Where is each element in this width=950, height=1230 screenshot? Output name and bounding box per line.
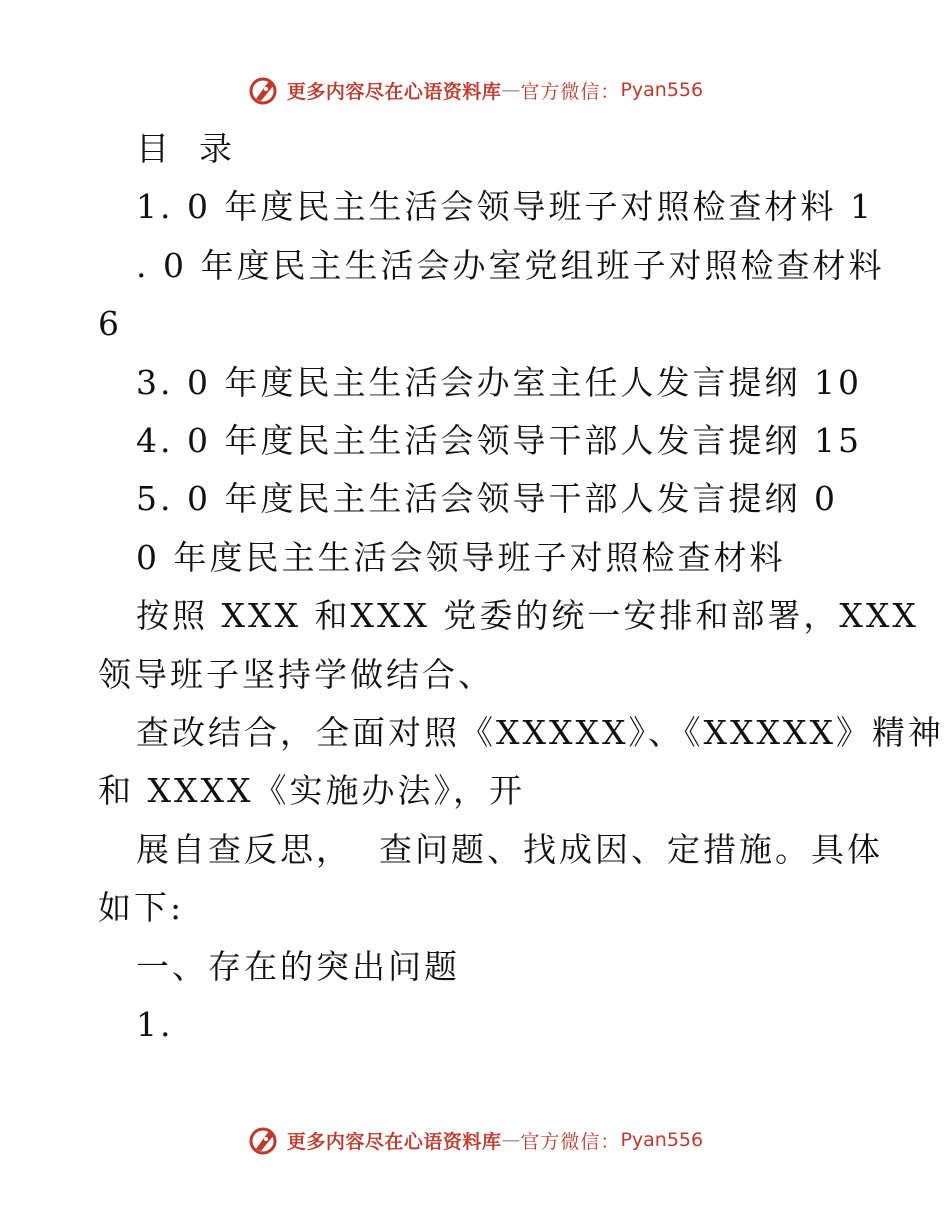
- body-paragraph-line: 如下:: [98, 888, 185, 928]
- watermark-main-text: 更多内容尽在心语资料库: [286, 1130, 502, 1153]
- watermark-separator: —: [501, 1129, 521, 1151]
- toc-entry-4: 4. 0 年度民主生活会领导干部人发言提纲 15: [136, 421, 862, 461]
- watermark-wechat-id: Pyan556: [620, 79, 704, 101]
- toc-entry-3: 3. 0 年度民主生活会办室主任人发言提纲 10: [136, 362, 862, 402]
- watermark-banner-bottom: [0, 1120, 950, 1160]
- toc-entry-5: 5. 0 年度民主生活会领导干部人发言提纲 0: [136, 479, 838, 519]
- watermark-wechat-label: 官方微信：: [520, 80, 621, 103]
- pen-nib-logo-icon: [247, 1123, 281, 1157]
- toc-heading: 目 录: [136, 129, 235, 168]
- watermark-main-text: 更多内容尽在心语资料库: [286, 80, 502, 103]
- watermark-wechat-label: 官方微信：: [520, 1130, 621, 1153]
- pen-nib-logo-icon: [247, 73, 281, 107]
- body-paragraph-line: 领导班子坚持学做结合、: [98, 654, 494, 694]
- toc-entry-2-page: 6: [98, 304, 122, 344]
- body-paragraph-line: 和 XXXX《实施办法》，开: [98, 771, 525, 811]
- section-heading: 一、存在的突出问题: [136, 946, 460, 986]
- list-item-number: 1.: [136, 1005, 174, 1045]
- watermark-separator: —: [501, 79, 521, 101]
- body-paragraph-line: 展自查反思， 查问题、找成因、定措施。具体: [136, 829, 883, 869]
- body-paragraph-line: 按照 XXX 和XXX 党委的统一安排和部署，XXX: [136, 596, 919, 636]
- document-title: 0 年度民主生活会领导班子对照检查材料: [136, 537, 786, 577]
- toc-entry-2: . 0 年度民主生活会办室党组班子对照检查材料: [136, 245, 885, 285]
- toc-entry-1: 1. 0 年度民主生活会领导班子对照检查材料 1: [136, 187, 874, 227]
- document-body: [98, 120, 944, 1055]
- watermark-banner-top: [0, 70, 950, 110]
- watermark-wechat-id: Pyan556: [620, 1129, 704, 1151]
- body-paragraph-line: 查改结合，全面对照《XXXXX》、《XXXXX》精神: [136, 713, 944, 753]
